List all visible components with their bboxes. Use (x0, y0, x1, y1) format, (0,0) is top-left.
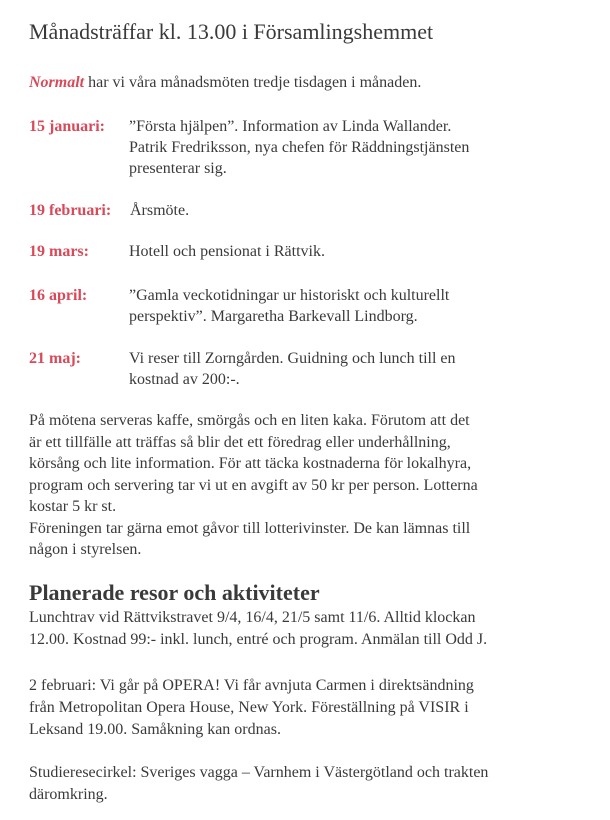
activity-line: Leksand 19.00. Samåkning kan ordnas. (29, 721, 281, 738)
paragraph-line: Föreningen tar gärna emot gåvor till lotterivinster. De kan lämnas till (29, 519, 471, 537)
event-date: 21 maj: (29, 350, 81, 367)
event-description (129, 241, 569, 262)
activity-line: 12.00. Kostnad 99:- inkl. lunch, entré och program. Anmälan till Odd J. (29, 631, 488, 648)
activity-item (29, 675, 589, 741)
activity-line: Studieresecirkel: Sveriges vagga – Varnhem i Västergötland och trakten (29, 764, 489, 781)
page-title: Månadsträffar kl. 13.00 i Församlingshemmet (29, 19, 434, 44)
event-line: perspektiv”. Margaretha Barkevall Lindborg. (129, 308, 418, 325)
event-line: ”Gamla veckotidningar ur historiskt och kulturellt (129, 287, 450, 304)
intro-text (29, 73, 421, 93)
activity-line: 2 februari: Vi går på OPERA! Vi får avnjuta Carmen i direktsändning (29, 677, 474, 694)
event-date: 15 januari: (29, 118, 105, 135)
activity-item (29, 607, 589, 651)
event-line: Årsmöte. (130, 202, 190, 219)
event-line: Patrik Fredriksson, nya chefen för Räddningstjänsten (129, 139, 470, 156)
event-date: 19 februari: (29, 202, 112, 219)
paragraph-line: kostar 5 kr st. (29, 498, 117, 515)
paragraph-line: är ett tillfälle att träffas så blir det ett föredrag eller underhållning, (29, 433, 451, 451)
info-paragraph (29, 410, 589, 561)
event-description (130, 200, 570, 221)
event-description (129, 285, 569, 327)
activity-line: Lunchtrav vid Rättvikstravet 9/4, 16/4, 21/5 samt 11/6. Alltid klockan (29, 609, 476, 626)
intro-rest: har vi våra månadsmöten tredje tisdagen i månaden. (84, 74, 422, 91)
activity-item (29, 762, 589, 806)
event-line: Hotell och pensionat i Rättvik. (129, 243, 325, 260)
activity-line: från Metropolitan Opera House, New York. Föreställning på VISIR i (29, 699, 469, 716)
event-line: ”Första hjälpen”. Information av Linda Wallander. (129, 118, 452, 135)
paragraph-line: På mötena serveras kaffe, smörgås och en liten kaka. Förutom att det (29, 412, 470, 429)
activities-heading: Planerade resor och aktiviteter (29, 580, 320, 605)
activity-line: däromkring. (29, 786, 108, 803)
event-description (129, 116, 569, 179)
event-description (129, 348, 569, 390)
event-date: 16 april: (29, 287, 88, 304)
event-line: Vi reser till Zorngården. Guidning och lunch till en (129, 350, 456, 367)
paragraph-line: program och servering tar vi ut en avgift av 50 kr per person. Lotterna (29, 476, 478, 494)
paragraph-line: någon i styrelsen. (29, 541, 142, 558)
event-line: kostnad av 200:-. (129, 371, 240, 388)
event-date: 19 mars: (29, 243, 89, 260)
intro-emphasis: Normalt (29, 74, 85, 91)
paragraph-line: körsång och lite information. För att täcka kostnaderna för lokalhyra, (29, 455, 472, 472)
event-line: presenterar sig. (129, 160, 227, 177)
